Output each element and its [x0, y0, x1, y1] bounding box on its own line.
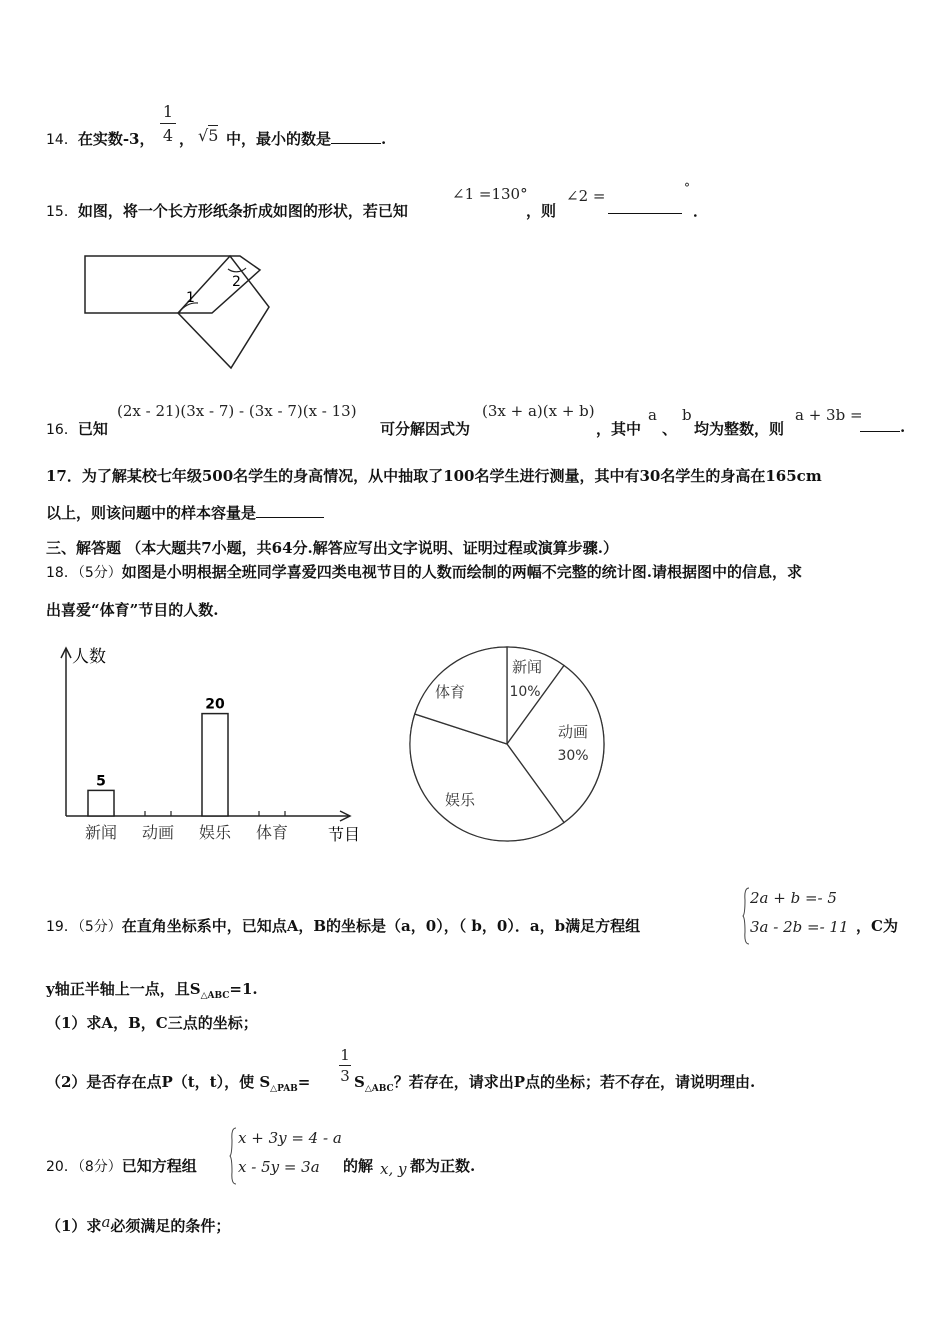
q15-answer-blank[interactable] — [608, 213, 682, 214]
q14-fraction: 1 4 — [160, 102, 176, 145]
pie-label-动画: 动画 — [557, 723, 589, 741]
q16-expression: (2x - 21)(3x - 7) - (3x - 7)(x - 13) — [117, 402, 357, 420]
sqrt-symbol: √ — [198, 126, 209, 145]
bar-x-axis-label: 节目 — [328, 825, 361, 844]
bar-y-axis-label: 人数 — [72, 647, 106, 667]
q18-line1: 如图是小明根据全班同学喜爱四类电视节目的人数而绘制的两幅不完整的统计图.请根据图中的信息，求 — [121, 563, 802, 581]
q16: 16．已知 — [46, 420, 108, 438]
bar-category-label: 娱乐 — [198, 823, 232, 842]
q15: 15．如图，将一个长方形纸条折成如图的形状，若已知 — [46, 202, 408, 220]
bar-category-label: 体育 — [255, 823, 289, 842]
q20-brace-icon — [229, 1126, 237, 1186]
q20-number: 20．（8分） — [46, 1159, 122, 1175]
q15-given-angle: ∠1 =130° — [452, 185, 528, 203]
q19-text: 在直角坐标系中，已知点A，B的坐标是（a，0），（ b，0）．a，b满足方程组 — [121, 917, 641, 935]
angle2-arc — [228, 268, 246, 272]
q18-number: 18．（5分） — [46, 565, 122, 581]
q16-target-expression: a + 3b = — [795, 406, 863, 424]
angle2-label: 2 — [232, 274, 241, 290]
bar-data-label: 5 — [96, 773, 106, 790]
pie-percent-新闻: 10% — [509, 684, 541, 700]
q14-number: 14． — [46, 132, 78, 148]
q14-sqrt: √5 — [198, 126, 219, 145]
q19-part1: （1）求A，B，C三点的坐标； — [46, 1014, 258, 1032]
q20-eq1: x + 3y = 4 - a — [238, 1129, 342, 1147]
bar-category-label: 新闻 — [84, 823, 118, 842]
pie-label-体育: 体育 — [434, 683, 466, 701]
q14: 14．在实数-3， — [46, 130, 155, 148]
q15-folded-strip-figure — [80, 250, 280, 375]
q19-number: 19．（5分） — [46, 919, 122, 935]
q17-line1: 17．为了解某校七年级500名学生的身高情况，从中抽取了100名学生进行测量，其中有30名学生的身高在165cm — [46, 467, 822, 485]
q15-ask-angle: ∠2 = — [566, 187, 606, 205]
q19-part2-start: （2）是否存在点P（t，t），使 — [46, 1073, 260, 1091]
pie-label-娱乐: 娱乐 — [444, 791, 476, 809]
q19-eq1: 2a + b =- 5 — [750, 889, 837, 907]
bar-chart — [50, 640, 370, 850]
q16-factor-form: (3x + a)(x + b) — [482, 402, 595, 420]
q19-brace-icon — [742, 886, 750, 946]
q20-eq2: x - 5y = 3a — [238, 1158, 320, 1176]
q16-answer-blank[interactable] — [860, 431, 900, 432]
q19-part2-end: ？若存在，请求出P点的坐标；若不存在，请说明理由. — [393, 1073, 756, 1091]
q14-sep: ， — [179, 130, 195, 148]
q14-answer-blank[interactable] — [331, 143, 381, 144]
pie-label-新闻: 新闻 — [511, 658, 543, 676]
bar-新闻 — [88, 790, 114, 816]
q18-line2: 出喜爱“体育”节目的人数. — [46, 601, 219, 619]
pie-chart — [405, 642, 610, 847]
folded-part — [178, 256, 269, 368]
section-3-heading: 三、解答题 （本大题共7小题，共64分.解答应写出文字说明、证明过程或演算步骤.） — [46, 539, 618, 557]
bar-data-label: 20 — [205, 696, 225, 713]
angle1-label: 1 — [186, 290, 195, 306]
q17-line2: 以上，则该问题中的样本容量是 — [46, 504, 257, 522]
bar-category-label: 动画 — [141, 823, 175, 842]
q19-fraction: 1 3 — [340, 1046, 350, 1085]
bar-娱乐 — [202, 714, 228, 816]
q17-answer-blank[interactable] — [256, 517, 324, 518]
q19-eq2: 3a - 2b =- 11 — [750, 918, 849, 936]
pie-percent-动画: 30% — [557, 748, 589, 764]
